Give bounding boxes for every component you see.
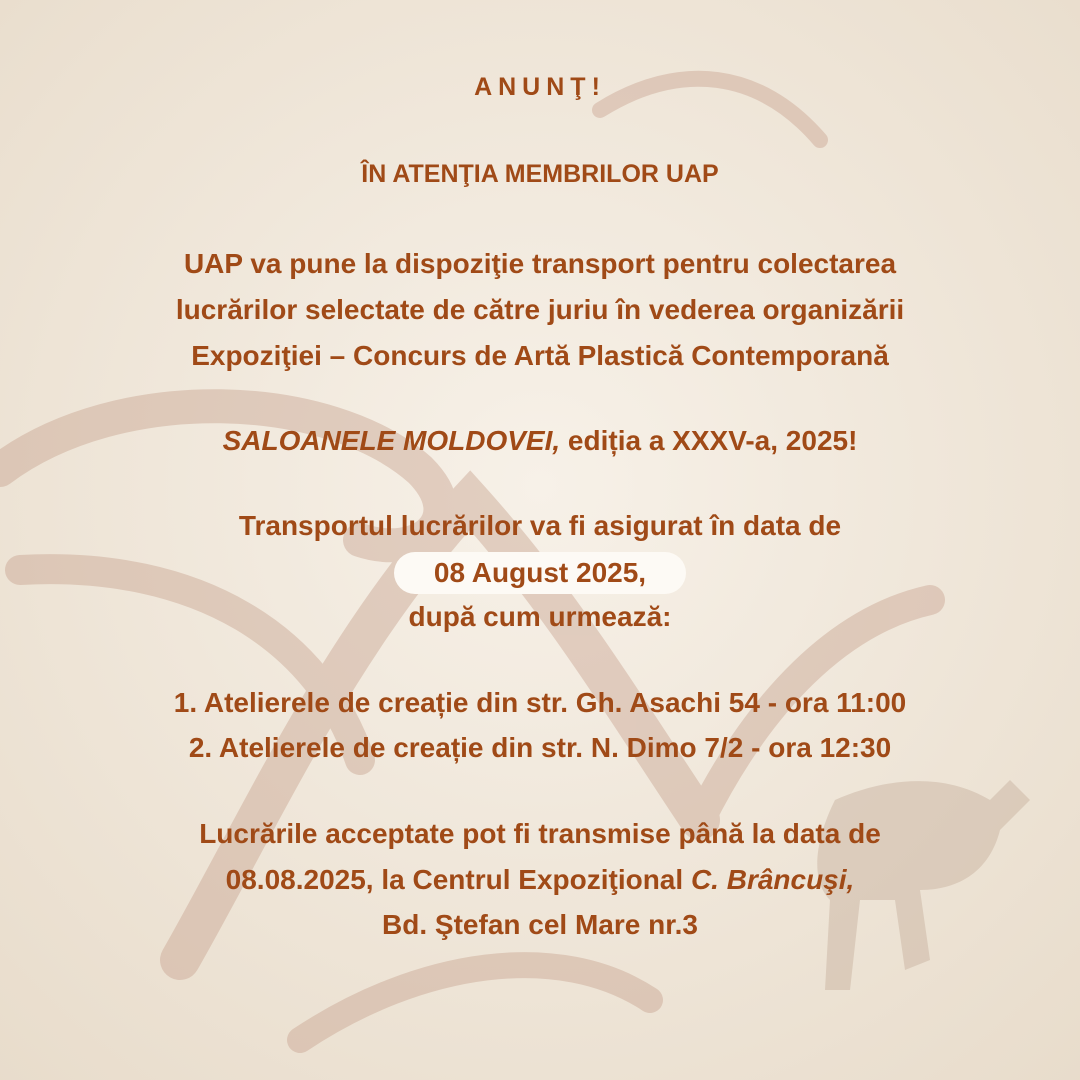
transport-line: Transportul lucrărilor va fi asigurat în data de [238,510,842,541]
announcement-title: ANUNŢ! [474,73,606,101]
intro-line-2: lucrărilor selectate de către juriu în vederea organizării [175,294,905,325]
closing-address: Bd. Ştefan cel Mare nr.3 [382,909,698,940]
announcement-subtitle: ÎN ATENŢIA MEMBRILOR UAP [361,160,719,188]
intro-line-1: UAP va pune la dispoziţie transport pentru colectarea [183,248,897,279]
event-edition: ediția a XXXV-a, 2025! [560,425,858,456]
event-line [0,422,1080,460]
closing-line-2 [0,861,1080,899]
transport-date-badge: 08 August 2025, [394,552,686,594]
closing-line-2-prefix: 08.08.2025, la Centrul Expoziţional [225,864,691,895]
transport-follow: după cum urmează: [408,601,672,632]
event-name: SALOANELE MOLDOVEI, [222,425,561,456]
closing-venue: C. Brâncuşi, [690,864,855,895]
intro-line-3: Expoziţiei – Concurs de Artă Plastică Contemporană [191,340,889,371]
transport-date-row [0,552,1080,594]
schedule-item-1: 1. Atelierele de creație din str. Gh. Asachi 54 - ora 11:00 [173,687,907,718]
closing-line-1: Lucrările acceptate pot fi transmise până la data de [199,818,881,849]
schedule-item-2: 2. Atelierele de creație din str. N. Dimo 7/2 - ora 12:30 [188,732,892,763]
